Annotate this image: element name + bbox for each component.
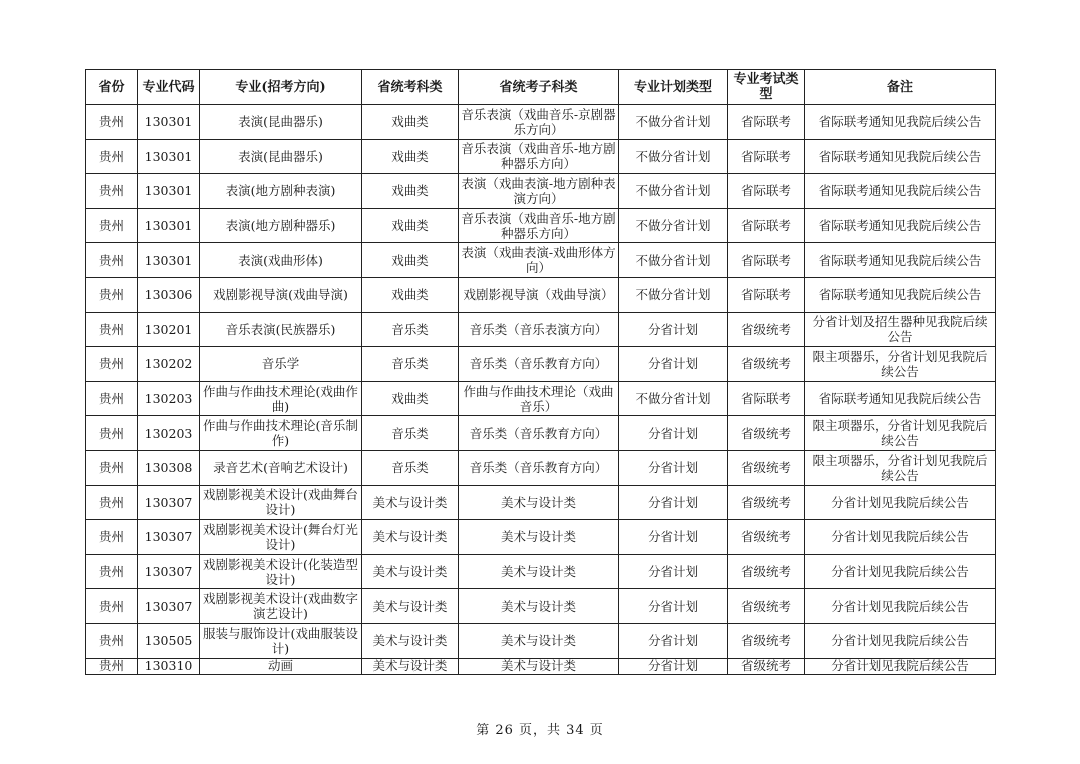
cell-exam-category: 戏曲类 (362, 174, 459, 209)
table-row (86, 347, 996, 382)
cell-major-code: 130301 (138, 105, 200, 140)
table-row (86, 139, 996, 174)
cell-major: 音乐表演(民族器乐) (200, 312, 362, 347)
cell-plan-type: 分省计划 (619, 450, 728, 485)
cell-exam-category: 戏曲类 (362, 381, 459, 416)
cell-exam-subcategory: 美术与设计类 (459, 485, 619, 520)
cell-province: 贵州 (86, 554, 138, 589)
page-number: 第 26 页，共 34 页 (476, 723, 604, 738)
cell-plan-type: 不做分省计划 (619, 243, 728, 278)
cell-plan-type: 不做分省计划 (619, 208, 728, 243)
cell-exam-subcategory: 音乐类（音乐表演方向） (459, 312, 619, 347)
cell-exam-category: 音乐类 (362, 312, 459, 347)
table-row (86, 208, 996, 243)
cell-major: 表演(戏曲形体) (200, 243, 362, 278)
table-row (86, 416, 996, 451)
cell-remarks: 省际联考通知见我院后续公告 (805, 381, 996, 416)
header-exam-category: 省统考科类 (362, 70, 459, 105)
cell-major-code: 130203 (138, 416, 200, 451)
cell-exam-subcategory: 美术与设计类 (459, 658, 619, 674)
cell-exam-subcategory: 美术与设计类 (459, 554, 619, 589)
cell-exam-subcategory: 音乐类（音乐教育方向） (459, 450, 619, 485)
cell-major-code: 130307 (138, 589, 200, 624)
cell-remarks: 省际联考通知见我院后续公告 (805, 208, 996, 243)
cell-exam-type: 省级统考 (728, 485, 805, 520)
cell-plan-type: 不做分省计划 (619, 277, 728, 312)
cell-major-code: 130203 (138, 381, 200, 416)
cell-plan-type: 不做分省计划 (619, 174, 728, 209)
cell-exam-type: 省际联考 (728, 243, 805, 278)
cell-remarks: 限主项器乐，分省计划见我院后续公告 (805, 416, 996, 451)
cell-major-code: 130301 (138, 243, 200, 278)
cell-province: 贵州 (86, 450, 138, 485)
cell-major: 作曲与作曲技术理论(音乐制作) (200, 416, 362, 451)
cell-plan-type: 分省计划 (619, 623, 728, 658)
cell-province: 贵州 (86, 174, 138, 209)
cell-exam-subcategory: 音乐表演（戏曲音乐-地方剧种器乐方向） (459, 208, 619, 243)
cell-exam-category: 美术与设计类 (362, 623, 459, 658)
cell-plan-type: 不做分省计划 (619, 105, 728, 140)
cell-exam-subcategory: 美术与设计类 (459, 623, 619, 658)
cell-major-code: 130301 (138, 139, 200, 174)
cell-exam-type: 省际联考 (728, 381, 805, 416)
cell-exam-subcategory: 表演（戏曲表演-戏曲形体方向） (459, 243, 619, 278)
cell-major: 作曲与作曲技术理论(戏曲作曲) (200, 381, 362, 416)
cell-major: 戏剧影视美术设计(舞台灯光设计) (200, 520, 362, 555)
cell-province: 贵州 (86, 105, 138, 140)
cell-remarks: 省际联考通知见我院后续公告 (805, 105, 996, 140)
cell-exam-subcategory: 美术与设计类 (459, 589, 619, 624)
cell-exam-category: 音乐类 (362, 347, 459, 382)
cell-major-code: 130505 (138, 623, 200, 658)
cell-exam-subcategory: 音乐表演（戏曲音乐-地方剧种器乐方向） (459, 139, 619, 174)
cell-exam-category: 戏曲类 (362, 208, 459, 243)
cell-major: 戏剧影视美术设计(化装造型设计) (200, 554, 362, 589)
cell-remarks: 分省计划见我院后续公告 (805, 623, 996, 658)
header-major: 专业(招考方向) (200, 70, 362, 105)
cell-province: 贵州 (86, 589, 138, 624)
table-row (86, 520, 996, 555)
cell-major-code: 130307 (138, 485, 200, 520)
cell-remarks: 省际联考通知见我院后续公告 (805, 277, 996, 312)
cell-remarks: 省际联考通知见我院后续公告 (805, 243, 996, 278)
cell-plan-type: 分省计划 (619, 485, 728, 520)
cell-province: 贵州 (86, 520, 138, 555)
cell-remarks: 省际联考通知见我院后续公告 (805, 139, 996, 174)
cell-province: 贵州 (86, 139, 138, 174)
cell-remarks: 省际联考通知见我院后续公告 (805, 174, 996, 209)
cell-exam-category: 美术与设计类 (362, 520, 459, 555)
cell-province: 贵州 (86, 243, 138, 278)
cell-plan-type: 分省计划 (619, 520, 728, 555)
cell-exam-type: 省级统考 (728, 658, 805, 674)
table-row (86, 243, 996, 278)
cell-major: 戏剧影视导演(戏曲导演) (200, 277, 362, 312)
table-row (86, 658, 996, 674)
cell-exam-subcategory: 美术与设计类 (459, 520, 619, 555)
cell-major: 服装与服饰设计(戏曲服装设计) (200, 623, 362, 658)
cell-remarks: 限主项器乐，分省计划见我院后续公告 (805, 450, 996, 485)
cell-province: 贵州 (86, 312, 138, 347)
cell-exam-category: 戏曲类 (362, 105, 459, 140)
cell-exam-type: 省级统考 (728, 623, 805, 658)
cell-exam-category: 美术与设计类 (362, 589, 459, 624)
cell-plan-type: 不做分省计划 (619, 139, 728, 174)
header-province: 省份 (86, 70, 138, 105)
cell-province: 贵州 (86, 623, 138, 658)
cell-major-code: 130306 (138, 277, 200, 312)
cell-major: 录音艺术(音响艺术设计) (200, 450, 362, 485)
cell-plan-type: 分省计划 (619, 312, 728, 347)
cell-remarks: 分省计划及招生器种见我院后续公告 (805, 312, 996, 347)
cell-exam-type: 省级统考 (728, 589, 805, 624)
table-row (86, 450, 996, 485)
cell-major-code: 130301 (138, 174, 200, 209)
cell-plan-type: 分省计划 (619, 554, 728, 589)
cell-remarks: 分省计划见我院后续公告 (805, 554, 996, 589)
cell-major: 表演(地方剧种表演) (200, 174, 362, 209)
cell-exam-category: 美术与设计类 (362, 658, 459, 674)
cell-exam-category: 戏曲类 (362, 277, 459, 312)
cell-exam-subcategory: 表演（戏曲表演-地方剧种表演方向） (459, 174, 619, 209)
cell-exam-type: 省级统考 (728, 554, 805, 589)
cell-province: 贵州 (86, 658, 138, 674)
table-row (86, 485, 996, 520)
cell-exam-type: 省际联考 (728, 105, 805, 140)
cell-province: 贵州 (86, 347, 138, 382)
cell-exam-subcategory: 戏剧影视导演（戏曲导演） (459, 277, 619, 312)
cell-exam-type: 省际联考 (728, 208, 805, 243)
cell-remarks: 分省计划见我院后续公告 (805, 485, 996, 520)
cell-exam-category: 美术与设计类 (362, 485, 459, 520)
table-row (86, 589, 996, 624)
table-row (86, 277, 996, 312)
cell-exam-type: 省际联考 (728, 139, 805, 174)
cell-exam-category: 音乐类 (362, 416, 459, 451)
cell-major: 音乐学 (200, 347, 362, 382)
cell-major: 动画 (200, 658, 362, 674)
cell-exam-type: 省级统考 (728, 347, 805, 382)
header-exam-subcategory: 省统考子科类 (459, 70, 619, 105)
cell-major: 戏剧影视美术设计(戏曲舞台设计) (200, 485, 362, 520)
cell-major-code: 130307 (138, 554, 200, 589)
cell-province: 贵州 (86, 208, 138, 243)
cell-exam-subcategory: 音乐表演（戏曲音乐-京剧器乐方向） (459, 105, 619, 140)
cell-major-code: 130202 (138, 347, 200, 382)
cell-exam-subcategory: 音乐类（音乐教育方向） (459, 347, 619, 382)
table-row (86, 554, 996, 589)
cell-exam-category: 戏曲类 (362, 139, 459, 174)
cell-major-code: 130310 (138, 658, 200, 674)
cell-major-code: 130308 (138, 450, 200, 485)
table-row (86, 105, 996, 140)
cell-exam-type: 省际联考 (728, 174, 805, 209)
header-plan-type: 专业计划类型 (619, 70, 728, 105)
cell-province: 贵州 (86, 485, 138, 520)
header-exam-type: 专业考试类型 (728, 70, 805, 105)
cell-remarks: 限主项器乐，分省计划见我院后续公告 (805, 347, 996, 382)
cell-exam-category: 音乐类 (362, 450, 459, 485)
cell-exam-subcategory: 作曲与作曲技术理论（戏曲音乐） (459, 381, 619, 416)
cell-exam-type: 省际联考 (728, 277, 805, 312)
header-remarks: 备注 (805, 70, 996, 105)
cell-plan-type: 分省计划 (619, 658, 728, 674)
table-row (86, 312, 996, 347)
cell-plan-type: 不做分省计划 (619, 381, 728, 416)
cell-plan-type: 分省计划 (619, 347, 728, 382)
cell-major: 表演(地方剧种器乐) (200, 208, 362, 243)
cell-major: 表演(昆曲器乐) (200, 139, 362, 174)
cell-exam-type: 省级统考 (728, 450, 805, 485)
cell-exam-type: 省级统考 (728, 312, 805, 347)
cell-exam-type: 省级统考 (728, 416, 805, 451)
table-row (86, 381, 996, 416)
cell-remarks: 分省计划见我院后续公告 (805, 520, 996, 555)
table-header-row (86, 70, 996, 105)
cell-remarks: 分省计划见我院后续公告 (805, 589, 996, 624)
cell-exam-subcategory: 音乐类（音乐教育方向） (459, 416, 619, 451)
cell-province: 贵州 (86, 416, 138, 451)
admissions-table (85, 69, 996, 675)
cell-province: 贵州 (86, 277, 138, 312)
cell-province: 贵州 (86, 381, 138, 416)
header-major-code: 专业代码 (138, 70, 200, 105)
cell-exam-type: 省级统考 (728, 520, 805, 555)
table-row (86, 174, 996, 209)
cell-exam-category: 美术与设计类 (362, 554, 459, 589)
cell-major: 表演(昆曲器乐) (200, 105, 362, 140)
cell-plan-type: 分省计划 (619, 416, 728, 451)
cell-major-code: 130301 (138, 208, 200, 243)
cell-major: 戏剧影视美术设计(戏曲数字演艺设计) (200, 589, 362, 624)
cell-major-code: 130201 (138, 312, 200, 347)
cell-plan-type: 分省计划 (619, 589, 728, 624)
cell-major-code: 130307 (138, 520, 200, 555)
cell-exam-category: 戏曲类 (362, 243, 459, 278)
cell-remarks: 分省计划见我院后续公告 (805, 658, 996, 674)
table-row (86, 623, 996, 658)
